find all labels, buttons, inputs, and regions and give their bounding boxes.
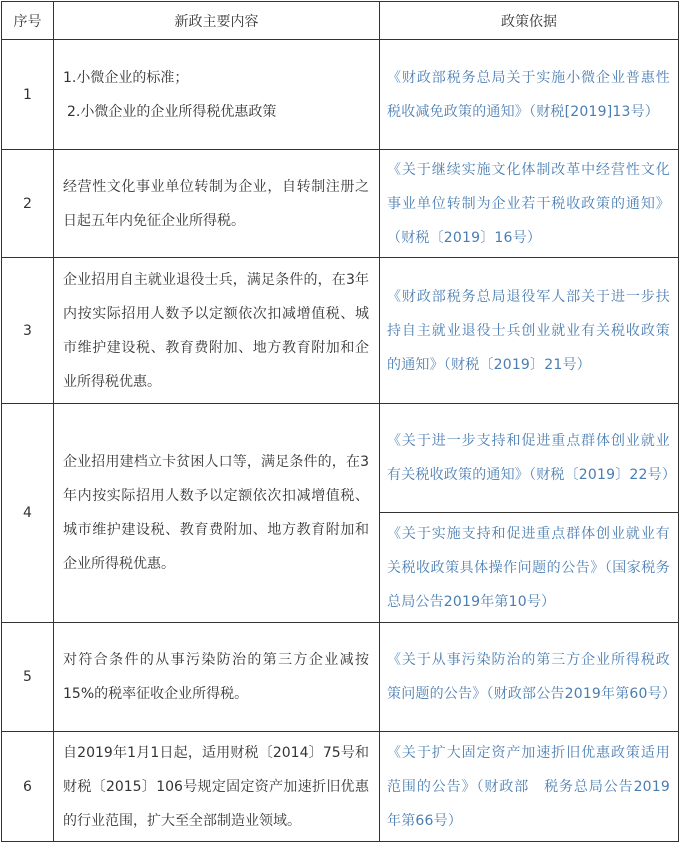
header-content: 新政主要内容 xyxy=(54,2,380,40)
row-number: 4 xyxy=(2,404,54,623)
table-row xyxy=(2,258,679,404)
row-number: 6 xyxy=(2,732,54,842)
row-number: 1 xyxy=(2,40,54,150)
table-header-row xyxy=(2,2,679,40)
row-basis: 《关于进一步支持和促进重点群体创业就业有关税收政策的通知》（财税〔2019〕22号） xyxy=(380,404,679,513)
row-content: 经营性文化事业单位转制为企业，自转制注册之日起五年内免征企业所得税。 xyxy=(54,150,380,258)
row-content: 对符合条件的从事污染防治的第三方企业减按15%的税率征收企业所得税。 xyxy=(54,623,380,732)
row-content: 企业招用建档立卡贫困人口等，满足条件的，在3年内按实际招用人数予以定额依次扣减增值税、城市维护建设税、教育费附加、地方教育附加和企业所得税优惠。 xyxy=(54,404,380,623)
content-line: 2.小微企业的企业所得税优惠政策 xyxy=(67,103,277,120)
header-no: 序号 xyxy=(2,2,54,40)
row-number: 5 xyxy=(2,623,54,732)
row-number: 3 xyxy=(2,258,54,404)
row-content: 企业招用自主就业退役士兵，满足条件的，在3年内按实际招用人数予以定额依次扣减增值税、城市维护建设税、教育费附加、地方教育附加和企业所得税优惠。 xyxy=(54,258,380,404)
policy-table xyxy=(1,1,679,842)
row-basis: 《财政部税务总局退役军人部关于进一步扶持自主就业退役士兵创业就业有关税收政策的通知》（财税〔2019〕21号） xyxy=(380,258,679,404)
content-line: 1.小微企业的标准； xyxy=(63,69,189,86)
row-content: 自2019年1月1日起，适用财税〔2014〕75号和财税〔2015〕106号规定固定资产加速折旧优惠的行业范围，扩大至全部制造业领域。 xyxy=(54,732,380,842)
row-basis: 《关于从事污染防治的第三方企业所得税政策问题的公告》（财政部公告2019年第60号） xyxy=(380,623,679,732)
table-row xyxy=(2,40,679,150)
table-row xyxy=(2,404,679,513)
row-basis: 《关于继续实施文化体制改革中经营性文化事业单位转制为企业若干税收政策的通知》（财税〔2019〕16号） xyxy=(380,150,679,258)
header-basis: 政策依据 xyxy=(380,2,679,40)
table-row xyxy=(2,150,679,258)
table-row xyxy=(2,732,679,842)
row-content xyxy=(54,40,380,150)
row-basis: 《关于扩大固定资产加速折旧优惠政策适用范围的公告》（财政部 税务总局公告2019年第66号） xyxy=(380,732,679,842)
row-basis: 《关于实施支持和促进重点群体创业就业有关税收政策具体操作问题的公告》（国家税务总局公告2019年第10号） xyxy=(380,513,679,623)
row-number: 2 xyxy=(2,150,54,258)
row-basis: 《财政部税务总局关于实施小微企业普惠性税收减免政策的通知》（财税[2019]13号） xyxy=(380,40,679,150)
table-row xyxy=(2,623,679,732)
